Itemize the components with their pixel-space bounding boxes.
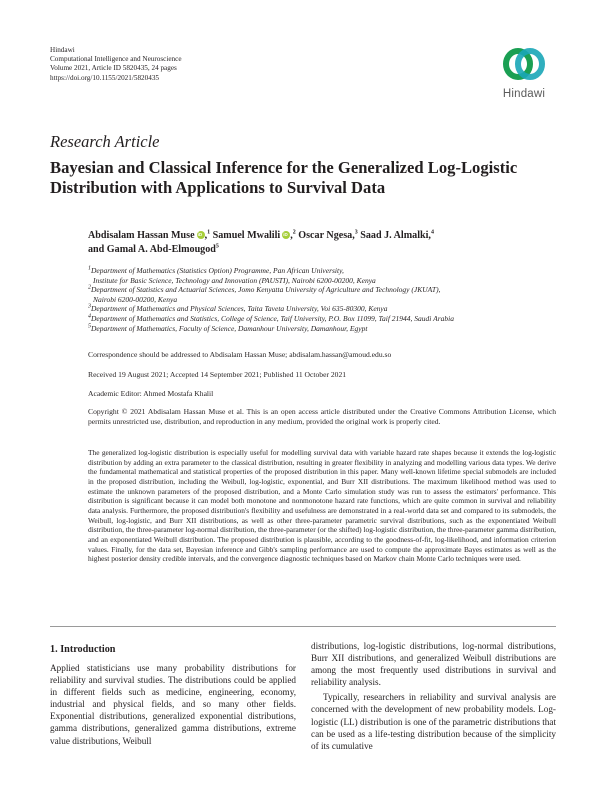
author-affil-sup: 3 [354,229,358,236]
affiliation-line: Nairobi 6200-00200, Kenya [93,294,178,304]
affiliation-line: $^1$Department of Mathematics (Statistics Option) Programme, Pan African University, [88,265,344,275]
author-affil-sup: 2 [292,229,296,236]
volume-info: Volume 2021, Article ID 5820435, 24 pages [50,64,177,73]
author-affil-sup: 4 [430,229,434,236]
paragraph: Applied statisticians use many probability distributions for reliability and survival studies. The distributions could be applied in different fields such as medicine, engineering, economy, industrial and physical fields, and so many other fields. Exponential distributions, generalized exponential distributions, gamma distributions, generalized gamma distributions, extreme value distributions, Weibull [50,663,296,746]
affiliation-line: $^4$Department of Mathematics and Statistics, College of Science, Taif University, P.O. Box 11099, Taif 21944, Saudi Arabia [88,313,454,323]
section-divider [50,626,556,627]
paragraph: Typically, researchers in reliability and survival analysis are concerned with the development of new probability models. Log-logistic (LL) distribution is one of the parametric distributions that can be used as a life-testing distribution because of the simplicity of its cumulative [311,692,556,751]
author-name[interactable]: Saad J. Almalki [360,230,429,241]
author-affil-sup: 1 [207,229,211,236]
orcid-icon[interactable] [282,231,290,239]
hindawi-logo-text: Hindawi [502,88,546,100]
section-heading: 1. Introduction [50,644,116,655]
body-column-right [311,640,556,752]
affiliation-line: $^3$Department of Mathematics and Physical Sciences, Taita Taveta University, Voi 635-80300, Kenya [88,303,388,314]
journal-meta [50,46,182,83]
author-name[interactable]: Samuel Mwalili [212,230,281,241]
affiliation-line: $^5$Department of Mathematics, Faculty of Science, Damanhour University, Damanhour, Egypt [88,323,368,333]
affiliation-line: Institute for Basic Science, Technology and Innovation (PAUSTI), Nairobi 6200-00200, Kenya [93,275,376,285]
publisher-name: Hindawi [50,46,75,54]
author-name[interactable]: Oscar Ngesa [298,230,353,241]
article-title: Bayesian and Classical Inference for the Generalized Log-Logistic Distribution with Applications to Survival Data [50,158,518,197]
journal-name: Computational Intelligence and Neuroscience [50,55,182,64]
abstract: The generalized log-logistic distribution is especially useful for modelling survival data with variable hazard rate shapes because it extends the log-logistic distribution by adding an extra parameter to the classical distribution, resulting in greater flexibility in analyzing and modelling various data types. We derive the fundamental mathematical and statistical properties of the proposed distribution in this paper. Many well-known lifetime special submodels are included in the proposed distribution, including the Weibull, log-logistic, exponential, and Burr XII distributions. The maximum likelihood method was used to estimate the unknown parameters of the proposed distribution, and a Monte Carlo simulation study was run to assess the estimators' performance. This distribution is significant because it can model both monotone and nonmonotone hazard rate functions, which are quite common in survival and reliability data analysis. Furthermore, the proposed distribution's flexibility and usefulness are demonstrated in a real-world data set and compared to its submodels, the Weibull, log-logistic, and Burr XII distributions, as well as other three-parameter parametric survival distributions, such as the exponentiated Weibull distribution, the three-parameter log-normal distribution, the three-parameter (or the shifted) log-logistic distribution, the three-parameter gamma distribution, and an exponentiated Weibull distribution. The proposed distribution is plausible, according to the goodness-of-fit, log-likelihood, and information criterion values. Finally, for the data set, Bayesian inference and Gibb's sampling performance are used to compute the approximate Bayes estimates as well as the highest posterior density credible intervals, and the convergence diagnostic techniques based on Markov chain Monte Carlo techniques were used. [88,448,556,564]
correspondence: Correspondence should be addressed to Abdisalam Hassan Muse; abdisalam.hassan@amoud.edu.so [88,350,392,359]
hindawi-logo-icon [502,44,546,84]
author-name[interactable]: and Gamal A. Abd-Elmougod [88,244,216,255]
paragraph: distributions, log-logistic distributions, log-normal distributions, Burr XII distributions, and generalized Weibull distributions are among the most frequently used distributions in survival and reliability analysis. [311,641,556,688]
article-type: Research Article [50,132,160,151]
copyright-notice: Copyright © 2021 Abdisalam Hassan Muse et al. This is an open access article distributed under the Creative Commons Attribution License, which permits unrestricted use, distribution, and reproduction in any medium, provided the original work is properly cited. [88,407,556,426]
affiliations [88,266,558,333]
article-dates: Received 19 August 2021; Accepted 14 September 2021; Published 11 October 2021 [88,370,347,379]
author-name[interactable]: Abdisalam Hassan Muse [88,230,195,241]
author-affil-sup: 5 [215,243,219,250]
academic-editor: Academic Editor: Ahmed Mostafa Khalil [88,389,214,398]
body-column-left [50,662,296,747]
author-list: Abdisalam Hassan MuseiD ,$^1$ Samuel MwaliliiD ,$^2$ Oscar Ngesa,$^3$ Saad J. Almalki,$^4$ and Gamal A. Abd-Elmougod$^5$ [88,229,548,257]
orcid-icon[interactable] [197,231,205,239]
doi-link[interactable]: https://doi.org/10.1155/2021/5820435 [50,73,160,82]
hindawi-logo [492,44,556,106]
affiliation-line: $^2$Department of Statistics and Actuarial Sciences, Jomo Kenyatta University of Agriculture and Technology (JKUAT), [88,284,441,295]
